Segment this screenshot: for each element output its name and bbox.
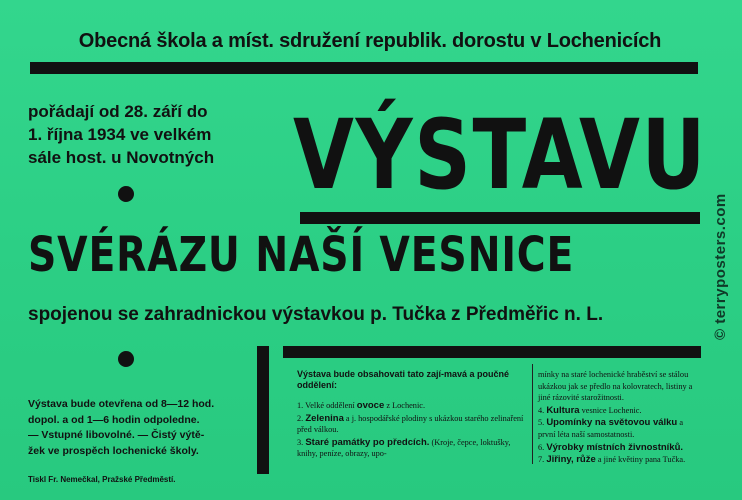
hours-line: žek ve prospěch lochenické školy. [28,444,199,457]
exhibit-list-right [538,369,702,467]
opening-hours [28,397,258,459]
hours-line: — Vstupné libovolné. — Čistý výtě- [28,429,205,441]
top-rule [30,62,698,74]
exhibit-item: 2. Zelenina a j. hospodářské plodiny s ukázkou starého zelinaření před válkou. [297,412,524,435]
bullet-dot [118,351,134,367]
intro-line: 1. října 1934 ve velkém [28,125,212,144]
exhibit-list-left [297,369,525,461]
exhibit-item: 1. Velké oddělení ovoce z Lochenic. [297,400,426,411]
sub-title: SVÉRÁZU NAŠÍ VESNICE [28,227,575,283]
title-rule [300,212,700,224]
printer-credit: Tiskl Fr. Nemečkal, Pražské Předměstí. [28,475,176,484]
intro-line: pořádají od 28. září do [28,102,208,121]
intro-line: sále host. u Novotných [28,148,215,167]
hours-line: dopol. a od 1—6 hodin odpoledne. [28,413,200,426]
frame-horizontal-bar [283,346,701,358]
exhibit-item: 6. Výrobky místních živnostníků. [538,441,684,453]
column-divider [532,364,533,464]
exhibit-lead: Výstava bude obsahovati tato zají-mavá a poučné oddělení: [297,369,510,390]
hours-line: Výstava bude otevřena od 8—12 hod. [28,398,215,410]
bullet-dot [118,186,134,202]
exhibit-item: 7. Jiřiny, růže a jiné květiny pana Tučka. [538,454,686,466]
poster-header: Obecná škola a míst. sdružení republik. dorostu v Lochenicích [78,30,662,52]
watermark-text: © terryposters.com [712,193,729,340]
main-title: VÝSTAVU [293,99,708,211]
subtitle-line: spojenou se zahradnickou výstavkou p. Tučka z Předměřic n. L. [28,304,604,325]
frame-vertical-bar [257,346,269,474]
exhibit-continuation: mínky na staré lochenické hraběství se stálou ukázkou jak se předlo na kolovratech, listiny a jiné rázovité starožitnosti. [538,370,693,403]
exhibit-item: 3. Staré památky po předcích. (Kroje, čepce, loktušky, knihy, peníze, obrazy, upo- [297,436,511,459]
exhibit-item: 5. Upomínky na světovou válku a první léta naší samostatnosti. [538,417,684,439]
intro-text [28,100,288,169]
exhibit-item: 4. Kultura vesnice Lochenic. [538,404,642,416]
